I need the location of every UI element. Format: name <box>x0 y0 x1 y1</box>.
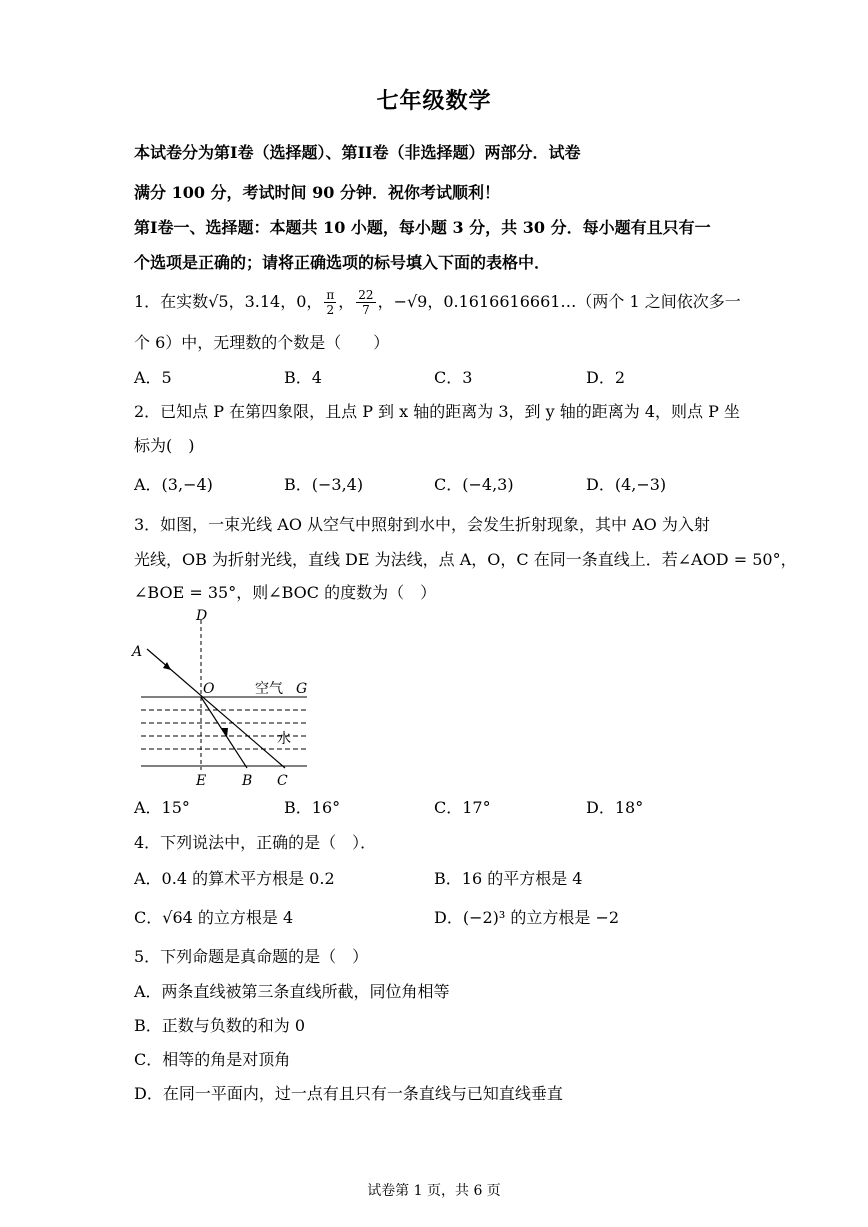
label-c: C <box>277 773 288 789</box>
q3-option-a: A．15° <box>134 798 190 817</box>
q1-option-a: A．5 <box>134 368 172 387</box>
section-heading-line-1: 第I卷一、选择题：本题共 10 小题，每小题 3 分，共 30 分．每小题有且只有一 <box>134 218 711 237</box>
q5-option-d: D．在同一平面内，过一点有且只有一条直线与已知直线垂直 <box>134 1084 563 1103</box>
q1-mid: ，3.14，0， <box>228 292 323 311</box>
q2-option-d: D．(4,−3) <box>586 475 667 494</box>
label-a: A <box>132 644 143 660</box>
label-g: G <box>296 681 308 697</box>
q5-option-c: C．相等的角是对顶角 <box>134 1050 291 1069</box>
question-3-line-2: 光线，OB 为折射光线，直线 DE 为法线，点 A，O，C 在同一条直线上．若∠AOD = 50°， <box>134 550 797 569</box>
question-1-line-1: 1．在实数√5，3.14，0， $\frac{\pi}{2}$ ， $\frac{22}{7}$ ，−√9，0.1616616661…（两个 1 之间依次多一 <box>134 288 741 317</box>
label-water: 水 <box>277 731 291 747</box>
label-b: B <box>242 773 253 789</box>
q1-neg-sqrt9: −√9 <box>393 292 428 311</box>
question-4-line-1: 4．下列说法中，正确的是（ ）． <box>134 833 377 852</box>
q1-frac-num: 22 <box>358 288 374 302</box>
q4-option-b: B．16 的平方根是 4 <box>434 869 583 888</box>
question-1-line-2: 个 6）中，无理数的个数是（ ） <box>134 333 390 352</box>
intro-line-2: 满分 100 分，考试时间 90 分钟．祝你考试顺利！ <box>134 183 500 202</box>
q4-option-c: C．√64 的立方根是 4 <box>134 908 294 927</box>
q1-option-b: B．4 <box>284 368 322 387</box>
page-title: 七年级数学 <box>376 88 492 114</box>
q1-pi-over-2 <box>324 288 336 317</box>
q2-option-b: B．(−3,4) <box>284 475 364 494</box>
q4-option-a: A．0.4 的算术平方根是 0.2 <box>134 869 335 888</box>
q1-option-d: D．2 <box>586 368 626 387</box>
q1-sqrt5: √5 <box>208 292 229 311</box>
question-3-line-1: 3．如图，一束光线 AO 从空气中照射到水中，会发生折射现象，其中 AO 为入射 <box>134 515 710 534</box>
q1-prefix: 1．在实数 <box>134 292 209 311</box>
q1-tail: ，0.1616616661…（两个 1 之间依次多一 <box>427 292 741 311</box>
q2-option-c: C．(−4,3) <box>434 475 514 494</box>
q5-option-b: B．正数与负数的和为 0 <box>134 1016 306 1035</box>
question-2-line-2: 标为( ) <box>134 436 195 455</box>
refraction-figure <box>125 604 325 789</box>
q3-option-b: B．16° <box>284 798 341 817</box>
section-heading-line-2: 个选项是正确的；请将正确选项的标号填入下面的表格中． <box>134 253 551 272</box>
label-e: E <box>196 773 207 789</box>
q4-option-d: D．(−2)³ 的立方根是 −2 <box>434 908 620 927</box>
q1-pi-den: 2 <box>326 303 335 317</box>
label-d: D <box>196 608 208 624</box>
q2-option-a: A．(3,−4) <box>134 475 213 494</box>
label-o: O <box>203 681 215 697</box>
q3-option-d: D．18° <box>586 798 644 817</box>
question-3-line-3: ∠BOE = 35°，则∠BOC 的度数为（ ） <box>134 583 437 602</box>
q1-22-over-7 <box>356 288 375 317</box>
question-5-line-1: 5．下列命题是真命题的是（ ） <box>134 947 369 966</box>
q3-option-c: C．17° <box>434 798 491 817</box>
question-2-line-1: 2．已知点 P 在第四象限，且点 P 到 x 轴的距离为 3，到 y 轴的距离为 4，则点 P 坐 <box>134 402 740 421</box>
intro-line-1: 本试卷分为第I卷（选择题）、第II卷（非选择题）两部分．试卷 <box>134 143 581 162</box>
label-air: 空气 <box>255 681 283 697</box>
page-footer: 试卷第 1 页，共 6 页 <box>367 1183 501 1199</box>
q1-frac-den: 7 <box>362 303 370 317</box>
q1-pi-num: π <box>326 288 335 302</box>
q5-option-a: A．两条直线被第三条直线所截，同位角相等 <box>134 982 450 1001</box>
q1-option-c: C．3 <box>434 368 473 387</box>
